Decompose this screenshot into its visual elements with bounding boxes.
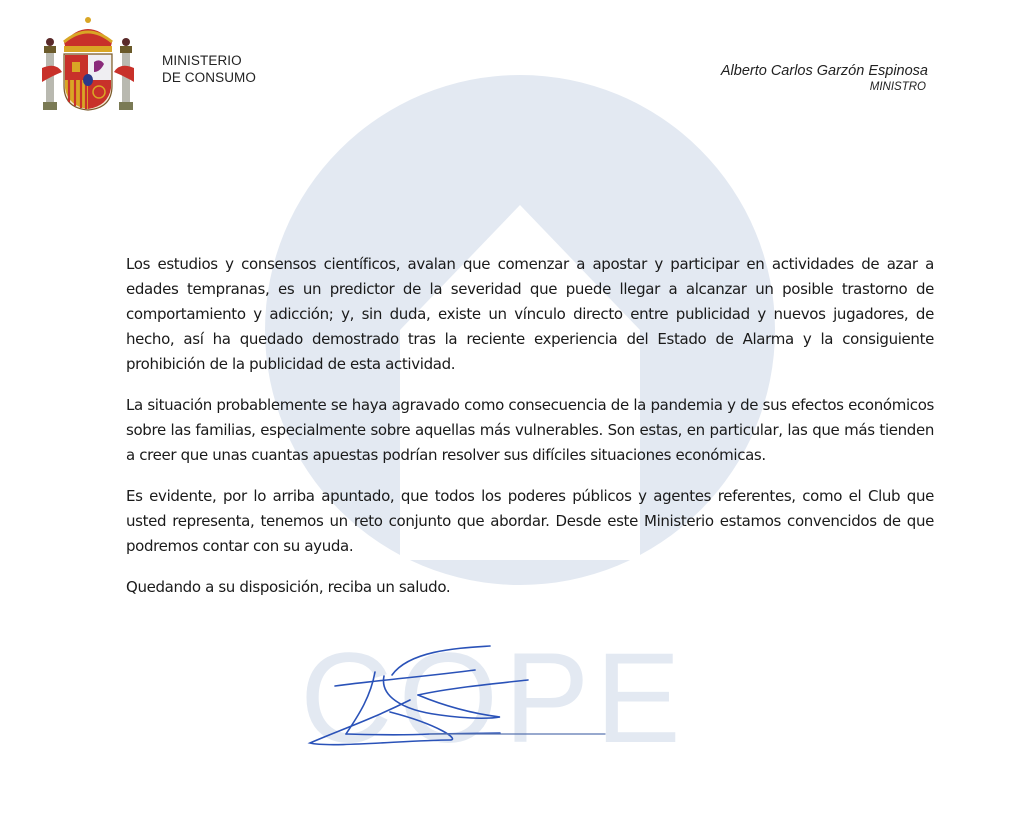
ministry-name [162, 52, 256, 86]
signature-icon [300, 640, 620, 760]
closing-line: Quedando a su disposición, reciba un saludo. [126, 578, 451, 596]
paragraph-1: Los estudios y consensos científicos, avalan que comenzar a apostar y participar en actividades de azar a edades tempranas, es un predictor de la severidad que puede llegar a alcanzar un posible trastorno de comportamiento y adicción; y, sin duda, existe un vínculo directo entre publicidad y nuevos jugadores, de hecho, así ha quedado demostrado tras la reciente experiencia del Estado de Alarma y la consiguiente prohibición de la publicidad de esta actividad. [126, 255, 934, 373]
ministry-line-2: DE CONSUMO [162, 70, 257, 85]
paragraph-2: La situación probablemente se haya agravado como consecuencia de la pandemia y de sus efectos económicos sobre las familias, especialmente sobre aquellas más vulnerables. Son estas, en particular, las que más tienden a creer que unas cuantas apuestas podrían resolver sus difíciles situaciones económicas. [126, 396, 934, 464]
minister-name: Alberto Carlos Garzón Espinosa [720, 63, 928, 79]
minister-block [721, 62, 928, 94]
paragraph-3: Es evidente, por lo arriba apuntado, que todos los poderes públicos y agentes referentes, como el Club que usted representa, tenemos un reto conjunto que abordar. Desde este Ministerio estamos convencidos de que podremos contar con su ayuda. [126, 487, 934, 555]
letter-body [126, 252, 934, 616]
watermark-text: COPE [300, 627, 687, 770]
minister-title: MINISTRO [869, 81, 926, 93]
ministry-line-1: MINISTERIO [162, 53, 242, 68]
spain-coat-of-arms-icon [40, 16, 136, 114]
